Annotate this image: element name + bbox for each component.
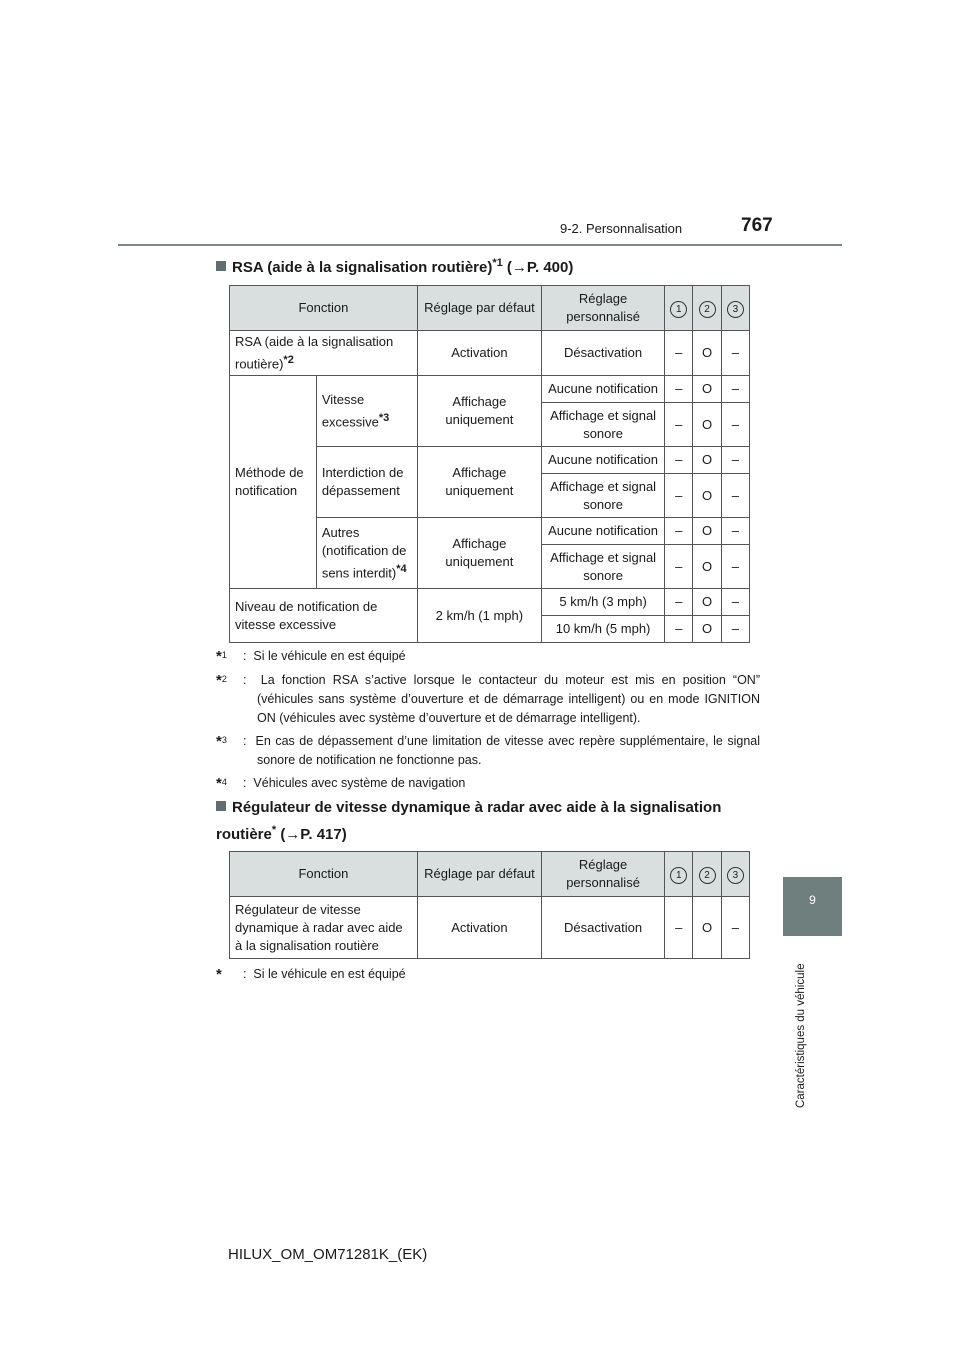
col-header-defaut: Réglage par défaut	[417, 286, 541, 331]
circled-1-icon: 1	[670, 301, 687, 318]
footnote-3: *$^3$ : En cas de dépassement d’une limitation de vitesse avec repère supplémentaire, le signal sonore de notification ne fonctionne pas.	[216, 733, 761, 767]
table-row: Autres (notification de sens interdit)$^{*4}$ Affichage uniquement Aucune notification – O –	[230, 518, 750, 545]
col-header-perso: Réglage personnalisé	[541, 852, 664, 897]
footnote-1: *$^1$ : Si le véhicule en est équipé	[216, 648, 406, 665]
table-row: Régulateur de vitesse dynamique à radar avec aide à la signalisation routière Activation Désactivation – O –	[230, 897, 750, 959]
circled-2-icon: 2	[699, 301, 716, 318]
section2-heading: Régulateur de vitesse dynamique à radar avec aide à la signalisation routière* (→P. 417)	[216, 799, 722, 843]
col-header-fonction: Fonction	[230, 852, 418, 897]
header-section: 9-2. Personnalisation	[560, 221, 683, 236]
circled-3-icon: 3	[727, 867, 744, 884]
circled-3-icon: 3	[727, 301, 744, 318]
footnote-4: *$^4$ : Véhicules avec système de navigation	[216, 775, 466, 792]
chapter-number: 9	[809, 893, 816, 907]
footnote-section2: * : Si le véhicule en est équipé	[216, 966, 406, 983]
footnote-mark: *1	[492, 257, 503, 269]
table-row: Niveau de notification de vitesse excessive 2 km/h (1 mph) 5 km/h (3 mph) – O –	[230, 589, 750, 616]
radar-cruise-table	[229, 851, 750, 959]
table-row: Interdiction de dépassement Affichage uniquement Aucune notification – O –	[230, 447, 750, 474]
col-header-defaut: Réglage par défaut	[417, 852, 541, 897]
table-row: Affichage et signal sonore – O –	[230, 545, 750, 589]
header-rule	[118, 244, 842, 246]
page-reference: (→P. 417)	[280, 826, 347, 843]
footnote-2: *$^2$ : La fonction RSA s’active lorsque le contacteur du moteur est mis en position “ON” (véhicules sans système d’ouverture et de démarrage intelligent) ou en mode IGNITION ON (véhicules avec système d’ouverture et de démarrage intelligent).	[216, 672, 760, 725]
rsa-settings-table	[229, 285, 750, 643]
table-row: Affichage et signal sonore – O –	[230, 474, 750, 518]
col-header-fonction: Fonction	[230, 286, 418, 331]
footnote-mark: *	[271, 824, 277, 836]
circled-1-icon: 1	[670, 867, 687, 884]
page-reference: (→P. 400)	[506, 259, 574, 276]
page-number: 767	[741, 215, 773, 236]
methode-cell: Méthode de notification	[230, 376, 317, 589]
table-row: RSA (aide à la signalisation routière)$^{*2}$ Activation Désactivation – O –	[230, 331, 750, 376]
chapter-label: Caractéristiques du véhicule	[795, 963, 807, 1108]
square-bullet-icon	[216, 801, 226, 811]
circled-2-icon: 2	[699, 867, 716, 884]
col-header-perso: Réglage personnalisé	[541, 286, 664, 331]
square-bullet-icon	[216, 261, 226, 271]
table-row: 10 km/h (5 mph) – O –	[230, 616, 750, 643]
section1-heading: RSA (aide à la signalisation routière)$^{*1}$ (→P. 400)	[216, 252, 573, 279]
document-code: HILUX_OM_OM71281K_(EK)	[228, 1246, 428, 1263]
chapter-tab	[783, 877, 842, 936]
table-row: Méthode de notification Vitesse excessive$^{*3}$ Affichage uniquement Aucune notification – O –	[230, 376, 750, 403]
table-row: Affichage et signal sonore – O –	[230, 403, 750, 447]
